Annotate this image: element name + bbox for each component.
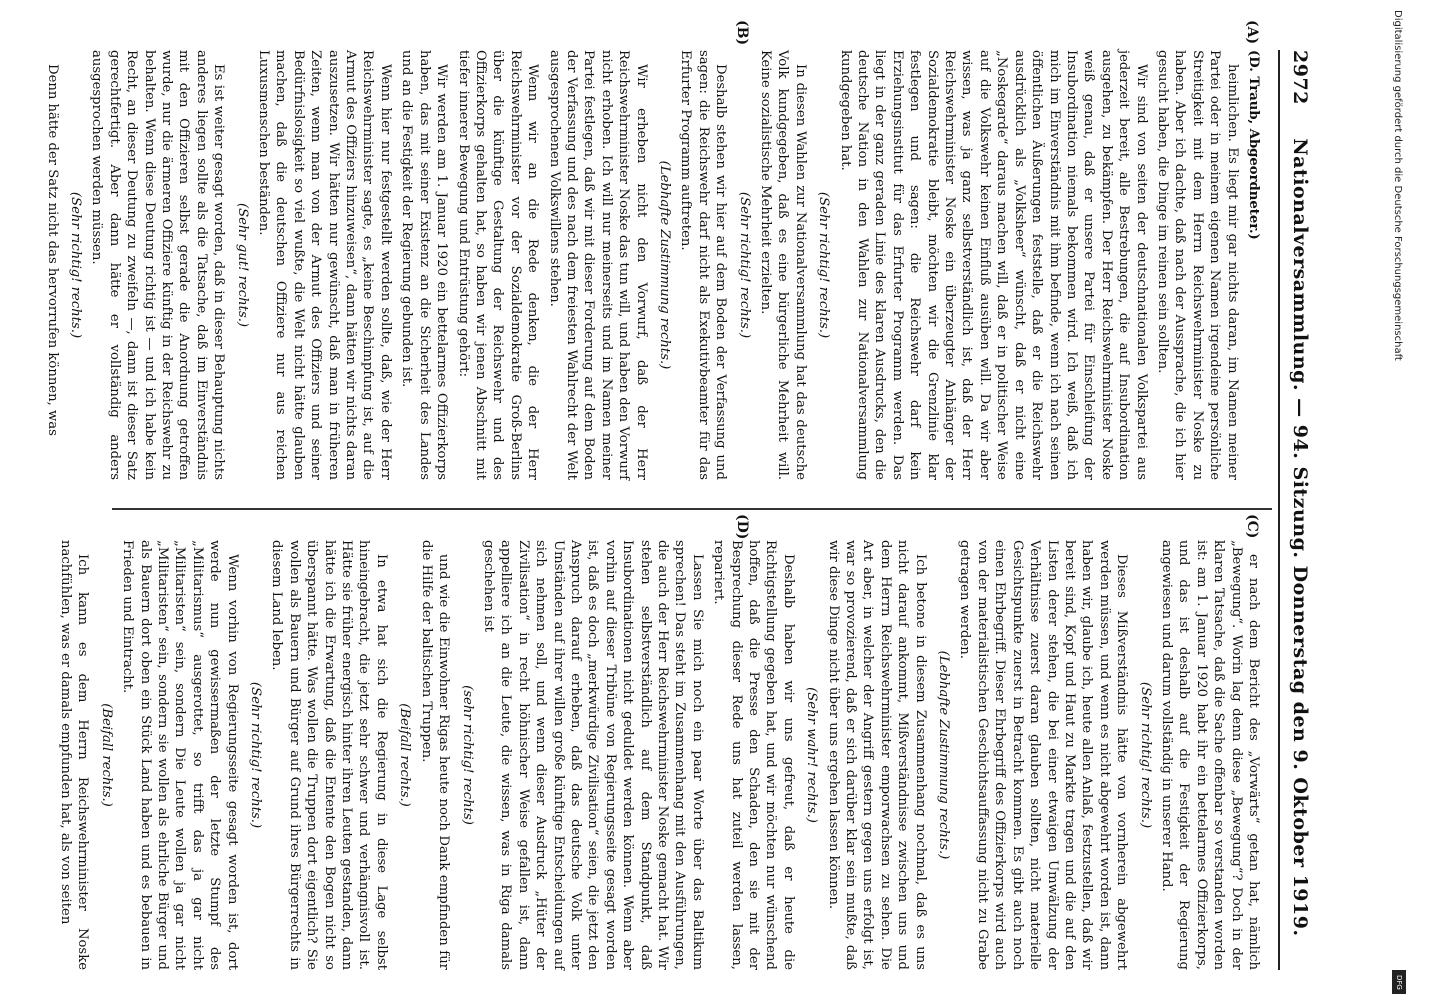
margin-mark-c: (C) — [1244, 514, 1260, 539]
paragraph-text: In diesen Wahlen zur Nationalversammlung hat das deutsche Volk kundgegeben, daß es eine bürgerliche Mehrheit will. Keine sozialistische Mehrheit erzielten. — [758, 50, 808, 480]
right-remark: (sehr richtig! rechts) — [459, 685, 475, 825]
left-paragraph — [398, 50, 450, 480]
left-paragraph — [836, 50, 1149, 480]
paragraph-text: Es ist weiter gesagt worden, daß in dieser Behauptung nichts anderes liegen sollte als die Tatsache, daß im Einverständnis mit den Offizieren selbst gerade die Anordnung getroffen wurde, nur die ärmeren Offiziere künftig in der Reichswehr zu behalten. Wenn diese Deutung richtig ist — und ich habe kein Recht, an dieser Deutung zu zweifeln —, dann ist dieser Satz gerechtfertigt. Aber dann hätte er vollständig anders ausgesprochen werden müssen. — [89, 50, 227, 480]
dfg-logo: DFG — [1392, 970, 1406, 994]
right-paragraph — [417, 540, 452, 970]
left-paragraph — [454, 50, 541, 480]
left-remark: (Sehr richtig! rechts.) — [68, 191, 83, 339]
paragraph-text: er nach dem Bericht des „Vorwärts“ getan hat, nämlich „Bewegung“. Worin lag denn diese „Bewegung“? Doch in der klaren Tatsache, daß die Sache offenbar so verstanden worden ist: am 1. Januar 1920 habt ihr ein bettelarmes Offizierkorps, und das ist deshalb auf die Festigkeit der Regierung angewiesen und darum vollständig in unserer Hand. — [1158, 540, 1261, 970]
paragraph-text: und wie die Einwohner Rigas heute noch Dank empfinden für die Hilfe der baltischen Truppen. — [418, 540, 452, 970]
left-paragraph — [757, 50, 809, 480]
right-paragraph — [119, 540, 241, 970]
margin-mark-b: (B) — [734, 20, 750, 46]
column-divider — [112, 508, 1272, 510]
paragraph-text: Wir sind von seiten der deutschnationalen Volkspartei aus jederzeit bereit, alle Bestrebungen, die auf Insubordination ausgehen, zu bekämpfen. Der Herr Reichswehrminister Noske weiß genau, daß er unsere Partei für Einschleifung der Insubordination niemals bekommen wird. Ich weiß, daß ich mich im Einverständnis mit ihm befinde, wenn ich nach seinen öffentlichen Äußerungen feststelle, daß er die Reichswehr ausdrücklich als „Volksheer“ wünscht, daß er nicht eine „Noskegarde“ daraus machen will, daß er in politischer Weise auf die Volkswehr keinen Einfluß ausüben will. Da wir aber wissen, was ja ganz selbstverständlich ist, daß der Herr Reichswehrminister Noske ein überzeugter Anhänger der Sozialdemokratie bleibt, möchten wir die Grenzlinie klar festlegen und sagen: die Reichswehr darf kein Erziehungsinstitut für das Erfurter Programm werden. Das liegt in der ganz geraden Linie des klaren Ausdrucks, den die deutsche Nation in den Wahlen zur Nationalversammlung kundgegeben hat. — [837, 50, 1149, 480]
paragraph-text: In etwa hat sich die Regierung in diese Lage selbst hineingebracht, die jetzt sehr schwer und verhängnisvoll ist. Hätte sie früher energisch hinter ihren Leuten gestanden, dann hätte ich die Erwartung, daß die Entente den Bogen nicht so überspannt hätte. Was wollen die Truppen dort eigentlich? Sie wollen als Bauern und Bürger auf Grund ihres Bürgerrechts in diesem Land leben. — [269, 540, 389, 970]
page-header — [1278, 50, 1320, 970]
paragraph-text: Deshalb stehen wir hier auf dem Boden der Verfassung und sagen: die Reichswehr darf nicht als Exekutivbeamter für das Erfurter Programm auftreten. — [678, 50, 729, 480]
left-paragraph — [88, 50, 227, 480]
left-paragraph — [677, 50, 729, 480]
right-remark: (Sehr wahr! rechts.) — [804, 687, 820, 823]
left-paragraph — [1154, 50, 1241, 480]
digitization-note — [1389, 10, 1407, 990]
left-remark: (Sehr richtig! rechts.) — [736, 191, 752, 339]
page-number: 2972 — [1289, 50, 1311, 105]
left-paragraph — [255, 50, 394, 480]
paragraph-text: Deshalb haben wir uns gefreut, daß er heute die Richtigstellung gegeben hat, und wir möchten nur wünschend hoffen, daß die Presse den Schaden, den sie mit der Besprechung dieser Rede uns hat zuteil werden lassen, repariert. — [711, 540, 796, 970]
paragraph-text: Wenn hier nur festgestellt werden sollte, daß, wie der Herr Reichswehrminister sagte, es „keine Beschimpfung ist, auf die Armut des Offiziers hinzuweisen“, dann hätten wir nichts daran auszusetzen. Wir hätten nur gewünscht, daß man in früheren Zeiten, wenn man von der Armut des Offiziers und seiner Bedürfnislosigkeit so viel wußte, die Welt nicht hätte glauben machen, daß die deutschen Offiziere nur aus reichen Luxusmenschen beständen. — [256, 50, 393, 480]
right-remark: (Sehr richtig! rechts.) — [1137, 681, 1153, 829]
right-paragraph — [824, 540, 928, 970]
paragraph-text: Denn hätte der Satz nicht das hervorrufen können, was — [44, 64, 60, 436]
right-paragraph — [480, 540, 706, 970]
digitization-note-text: Digitalisierung gefördert durch die Deutsche Forschungsgemeinschaft — [1392, 10, 1403, 361]
right-paragraph — [268, 540, 390, 970]
paragraph-text: Dieses Mißverständnis hätte von vornherein abgewehrt werden müssen, und wenn es nicht abgewehrt worden ist, dann haben wir, glaube ich, heute allen Anlaß, festzustellen, daß wir bereit sind, Kopf und Haut zu Markte tragen und die auf den Listen derer stehen, die bei einer etwaigen Umwälzung der Verhältnisse zuerst daran glauben sollten, nicht materielle Gesichtspunkte zuerst in Betracht kommen. Es gibt auch noch einen Ehrbegriff. Dieser Ehrbegriff des Offizierkorps wird auch von der materialistischen Geschichtsauffassung nicht zu Grabe getragen werden. — [957, 540, 1130, 970]
paragraph-text: Lassen Sie mich noch ein paar Worte über das Baltikum sprechen! Das steht im Zusammenhang mit den Ausführungen, die auch der Herr Reichswehrminister Noske gemacht hat. Wir stehen selbstverständlich auf dem Standpunkt, daß Insubordinationen nicht geduldet werden können. Wenn aber vorhin auf dieser Tribüne von Regierungsseite gesagt worden ist, daß es doch „merkwürdige Zivilisation“ seien, die jetzt den Anspruch darauf erheben, daß das deutsche Volk unter Umständen auf ihrer willen große künftige Entscheidungen auf sich nehmen soll, und wenn dieser Ausdruck „Hüter der Zivilisation“ in recht höhnischer Weise gefallen ist, dann appelliere ich an die Leute, die wissen, was in Riga damals geschehen ist — [480, 540, 705, 970]
right-remark: (Beifall rechts.) — [397, 703, 413, 807]
left-paragraph — [43, 50, 60, 480]
left-remark: (Sehr richtig! rechts.) — [816, 191, 832, 339]
right-paragraph — [57, 540, 92, 970]
newspaper-page — [20, 20, 1320, 980]
right-remark: (Sehr richtig! rechts.) — [248, 681, 264, 829]
margin-mark-d: (D) — [734, 514, 750, 540]
left-column — [39, 50, 1262, 480]
left-paragraph — [545, 50, 649, 480]
right-paragraph — [710, 540, 797, 970]
right-remark: (Beifall rechts.) — [98, 703, 114, 807]
margin-mark-a: (A) — [1244, 20, 1260, 45]
right-paragraph — [956, 540, 1130, 970]
speaker-label: (D. Traub, Abgeordneter.) — [1246, 50, 1261, 240]
paragraph-text: Ich betone in diesem Zusammenhang nochmal, daß es uns nicht darauf ankommt, Mißverständnisse zwischen uns und dem Herrn Reichswehrminister emporwachsen zu sehen. Die Art aber, in welcher der Angriff gestern gegen uns erfolgt ist, war so provozierend, daß er sich darüber klar sein mußte, daß wir diese Dinge nicht über uns ergehen lassen können. — [825, 540, 928, 970]
paragraph-text: Wenn wir an die Rede denken, die der Herr Reichswehrminister vor der Sozialdemokratie Groß-Berlins über die künftige Gestaltung der Reichswehr und des Offizierkorps gehalten hat, so haben wir jenen Abschnitt mit tiefer innerer Bewegung und Entrüstung gehört: — [455, 50, 541, 480]
right-paragraph — [1158, 540, 1262, 970]
paragraph-text: heimlichen. Es liegt mir gar nichts daran, im Namen meiner Partei oder in meinem eigenen Namen irgendeine persönliche Streitigkeit mit dem Herrn Reichswehrminister Noske zu haben. Aber ich dachte, daß nach der Aussprache, die ich hier gesucht haben, die Dinge im reinen sein sollten. — [1154, 50, 1240, 480]
left-paragraph — [1245, 50, 1262, 480]
right-remark: (Lebhafte Zustimmung rechts.) — [936, 650, 952, 860]
page-title: Nationalversammlung. — 94. Sitzung. Donnerstag den 9. Oktober 1919. — [1289, 138, 1311, 937]
left-remark: (Sehr gut! rechts.) — [234, 202, 250, 328]
paragraph-text: Wir werden am 1. Januar 1920 ein bettelarmes Offizierkorps haben, das mit seiner Existenz an die Sicherheit des Landes und an die Festigkeit der Regierung gebunden ist. — [399, 50, 450, 480]
paragraph-text: Wir erheben nicht den Vorwurf, daß der Herr Reichswehrminister Noske das tun will, und haben den Vorwurf nicht erhoben. Ich will nur meinerseits und im Namen meiner Partei festlegen, daß wir mit dieser Forderung auf dem Boden der Verfassung und des nach dem freiesten Wahlrecht der Welt ausgesprochenen Volkswillens stehen. — [546, 50, 649, 480]
paragraph-text: Ich kann es dem Herrn Reichswehrminister Noske nachfühlen, was er damals empfunden hat, als von seiten — [58, 540, 91, 970]
paragraph-text: Wenn vorhin von Regierungsseite gesagt worden ist, dort werde nun gewissermaßen der letzte Stumpf des „Militarismus“ ausgerottet, so trifft das ja gar nicht „Militaristen“ sein, sondern Die Leute wollen ja gar nicht „Militaristen“ sein, sondern sie wollen als ehrliche Bürger und als Bauern dort oben ein Stück Land haben und es bebauen in Frieden und Eintracht. — [120, 540, 240, 970]
left-remark: (Lebhafte Zustimmung rechts.) — [657, 160, 672, 370]
right-column — [53, 540, 1262, 970]
